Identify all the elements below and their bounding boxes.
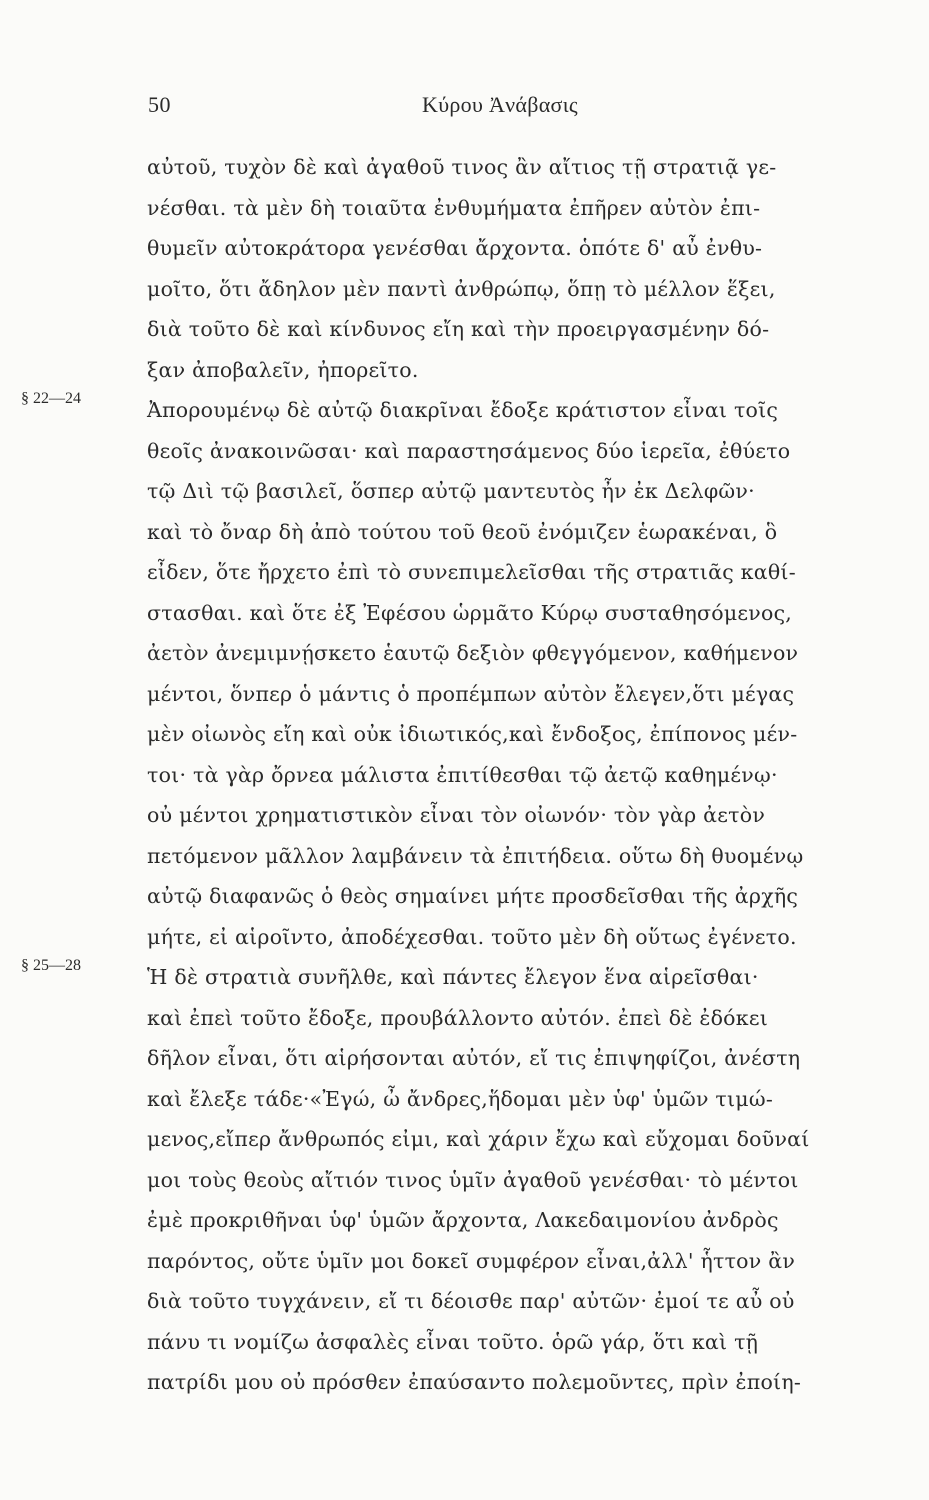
text-line [147,1079,887,1120]
text-line [21,390,887,431]
section-marginal-note: § 25—28 [21,957,81,974]
text-line-content: τῷ Διὶ τῷ βασιλεῖ, ὅσπερ αὐτῷ μαντευτὸς ἦν ἐκ Δελφῶν· [147,479,755,503]
text-line-content: αὐτοῦ, τυχὸν δὲ καὶ ἀγαθοῦ τινος ἂν αἴτιος τῇ στρατιᾷ γε- [147,155,777,179]
text-line [147,633,887,674]
text-line [147,552,887,593]
text-line-content: καὶ ἐπεὶ τοῦτο ἔδοξε, προυβάλλοντο αὐτόν. ἐπεὶ δὲ ἐδόκει [147,1005,768,1030]
section-marginal-note: § 22—24 [21,390,81,407]
text-line [147,998,887,1039]
text-line [147,1281,887,1322]
text-line [147,431,887,472]
text-line-content: διὰ τοῦτο δὲ καὶ κίνδυνος εἴη καὶ τὴν προειργασμένην δό- [147,317,770,341]
text-line-content: τοι· τὰ γὰρ ὄρνεα μάλιστα ἐπιτίθεσθαι τῷ ἀετῷ καθημένῳ· [147,762,778,787]
text-line-content: αὐτῷ διαφανῶς ὁ θεὸς σημαίνει μήτε προσδεῖσθαι τῆς ἀρχῆς [147,884,799,908]
text-line [147,1200,887,1241]
text-line-content: μενος,εἴπερ ἄνθρωπός εἰμι, καὶ χάριν ἔχω καὶ εὔχομαι δοῦναί [147,1127,810,1151]
text-line [147,674,887,715]
text-line-content: εἶδεν, ὅτε ἤρχετο ἐπὶ τὸ συνεπιμελεῖσθαι τῆς στρατιᾶς καθί- [147,560,796,584]
text-line-content: Ἡ δὲ στρατιὰ συνῆλθε, καὶ πάντες ἔλεγον ἕνα αἱρεῖσθαι· [147,965,759,989]
text-line [147,147,887,188]
text-line [147,1362,887,1403]
text-line [147,1038,887,1079]
text-line [147,755,887,796]
text-line [147,917,887,958]
text-line-content: δῆλον εἶναι, ὅτι αἱρήσονται αὐτόν, εἴ τις ἐπιψηφίζοι, ἀνέστη [147,1046,801,1070]
text-line-content: καὶ τὸ ὄναρ δὴ ἀπὸ τούτου τοῦ θεοῦ ἐνόμιζεν ἑωρακέναι, ὃ [147,519,778,544]
text-line [147,188,887,229]
text-line [147,1119,887,1160]
text-line-content: ἐμὲ προκριθῆναι ὑφ' ὑμῶν ἄρχοντα, Λακεδαιμονίου ἀνδρὸς [147,1208,779,1232]
text-line-content: διὰ τοῦτο τυγχάνειν, εἴ τι δέοισθε παρ' αὐτῶν· ἐμοί τε αὖ οὐ [147,1289,795,1313]
text-line [147,1160,887,1201]
text-line-content: πατρίδι μου οὐ πρόσθεν ἐπαύσαντο πολεμοῦντες, πρὶν ἐποίη- [147,1370,802,1394]
text-line [147,228,887,269]
text-line [21,957,887,998]
text-line [147,1241,887,1282]
text-line-content: μὲν οἰωνὸς εἴη καὶ οὐκ ἰδιωτικός,καὶ ἔνδοξος, ἐπίπονος μέν- [147,722,798,746]
text-line [147,714,887,755]
text-line-content: μήτε, εἰ αἱροῖντο, ἀποδέχεσθαι. τοῦτο μὲν δὴ οὕτως ἐγένετο. [147,924,797,949]
text-line [147,512,887,553]
main-text [21,147,887,1403]
text-line-content: μοι τοὺς θεοὺς αἴτιόν τινος ὑμῖν ἀγαθοῦ γενέσθαι· τὸ μέντοι [147,1167,799,1192]
text-line-content: θεοῖς ἀνακοινῶσαι· καὶ παραστησάμενος δύο ἱερεῖα, ἐθύετο [147,438,791,463]
text-line [147,471,887,512]
text-line-content: οὐ μέντοι χρηματιστικὸν εἶναι τὸν οἰωνόν· τὸν γὰρ ἀετὸν [147,803,766,827]
text-line [147,309,887,350]
text-line-content: μέντοι, ὅνπερ ὁ μάντις ὁ προπέμπων αὐτὸν ἔλεγεν,ὅτι μέγας [147,681,795,706]
text-line-content: καὶ ἔλεξε τάδε·«Ἐγώ, ὦ ἄνδρες,ἥδομαι μὲν ὑφ' ὑμῶν τιμώ- [147,1086,774,1111]
text-line [147,1322,887,1363]
text-line [147,876,887,917]
text-line-content: ἀετὸν ἀνεμιμνῄσκετο ἑαυτῷ δεξιὸν φθεγγόμενον, καθήμενον [147,641,799,665]
text-line [147,795,887,836]
text-line-content: νέσθαι. τὰ μὲν δὴ τοιαῦτα ἐνθυμήματα ἐπῆρεν αὐτὸν ἐπι- [147,195,761,220]
text-line-content: ξαν ἀποβαλεῖν, ἠπορεῖτο. [147,357,419,382]
running-title: Κύρου Ἀνάβασις [422,92,578,117]
text-line [147,350,887,391]
text-line-content: μοῖτο, ὅτι ἄδηλον μὲν παντὶ ἀνθρώπῳ, ὅπῃ τὸ μέλλον ἕξει, [147,276,776,301]
text-line-content: παρόντος, οὔτε ὑμῖν μοι δοκεῖ συμφέρον εἶναι,ἀλλ' ἧττον ἂν [147,1248,796,1273]
text-line-content: Ἀπορουμένῳ δὲ αὐτῷ διακρῖναι ἔδοξε κράτιστον εἶναι τοῖς [147,398,779,422]
text-line [147,836,887,877]
text-line-content: στασθαι. καὶ ὅτε ἐξ Ἐφέσου ὡρμᾶτο Κύρῳ συσταθησόμενος, [147,600,793,625]
text-line-content: πετόμενον μᾶλλον λαμβάνειν τὰ ἐπιτήδεια. οὕτω δὴ θυομένῳ [147,843,804,868]
text-line-content: θυμεῖν αὐτοκράτορα γενέσθαι ἄρχοντα. ὁπότε δ' αὖ ἐνθυ- [147,236,763,260]
text-line [147,269,887,310]
text-line-content: πάνυ τι νομίζω ἀσφαλὲς εἶναι τοῦτο. ὁρῶ γάρ, ὅτι καὶ τῇ [147,1329,759,1354]
page-number: 50 [148,92,171,117]
text-line [147,593,887,634]
page-header [0,92,929,128]
